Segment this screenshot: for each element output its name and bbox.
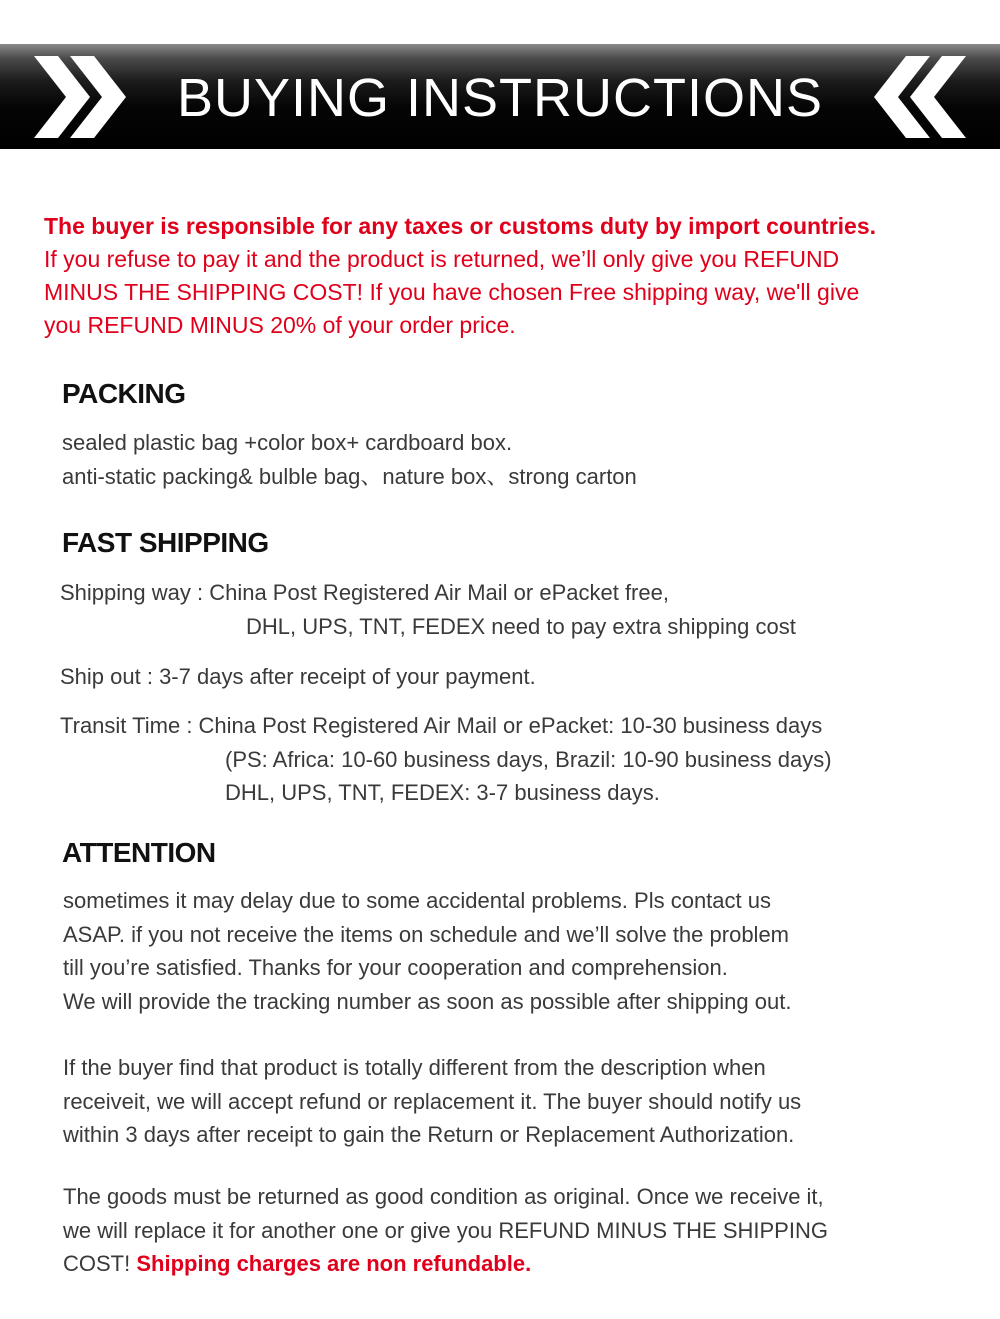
transit-line: DHL, UPS, TNT, FEDEX: 3-7 business days.: [225, 780, 660, 805]
shipping-heading: FAST SHIPPING: [62, 527, 269, 558]
page-title: BUYING INSTRUCTIONS: [176, 68, 824, 128]
tax-notice-line: you REFUND MINUS 20% of your order price.: [44, 312, 516, 338]
non-refundable-warning: Shipping charges are non refundable.: [136, 1251, 532, 1276]
packing-text: [62, 426, 962, 493]
shipping-way-line: Shipping way : China Post Registered Air Mail or ePacket free,: [60, 580, 669, 605]
ship-out-text: [60, 660, 960, 694]
shipping-way-line: DHL, UPS, TNT, FEDEX need to pay extra shipping cost: [246, 613, 796, 639]
attention-line: sometimes it may delay due to some accidental problems. Pls contact us: [63, 888, 771, 913]
attention-line: If the buyer find that product is totally different from the description when: [63, 1055, 766, 1080]
transit-time-text: [60, 709, 960, 810]
shipping-way-text: [60, 576, 960, 643]
tax-notice-headline: The buyer is responsible for any taxes or customs duty by import countries.: [44, 213, 877, 239]
ship-out-line: Ship out : 3-7 days after receipt of your payment.: [60, 664, 536, 689]
packing-line: anti-static packing& bulble bag、nature box、strong carton: [62, 463, 637, 489]
attention-paragraph-1: [63, 884, 963, 1018]
transit-line: Transit Time : China Post Registered Air Mail or ePacket: 10-30 business days: [60, 713, 823, 738]
attention-heading: ATTENTION: [62, 837, 216, 868]
tax-notice-line: If you refuse to pay it and the product is returned, we’ll only give you REFUND: [44, 246, 840, 272]
double-chevron-left-icon: [872, 54, 968, 140]
attention-paragraph-2: [63, 1051, 963, 1152]
transit-line: (PS: Africa: 10-60 business days, Brazil: 10-90 business days): [225, 746, 832, 772]
attention-line: within 3 days after receipt to gain the Return or Replacement Authorization.: [63, 1122, 795, 1147]
attention-line: The goods must be returned as good condition as original. Once we receive it,: [63, 1184, 824, 1209]
attention-line: ASAP. if you not receive the items on schedule and we’ll solve the problem: [63, 921, 789, 947]
attention-line: receiveit, we will accept refund or replacement it. The buyer should notify us: [63, 1088, 802, 1114]
attention-line: we will replace it for another one or give you REFUND MINUS THE SHIPPING: [63, 1217, 828, 1243]
attention-cost-text: COST!: [63, 1251, 131, 1276]
tax-notice-line: MINUS THE SHIPPING COST! If you have chosen Free shipping way, we'll give: [44, 279, 860, 305]
header-banner: [0, 44, 1000, 149]
tax-notice: [44, 210, 964, 342]
attention-line: We will provide the tracking number as soon as possible after shipping out.: [63, 988, 792, 1014]
attention-line: till you’re satisfied. Thanks for your cooperation and comprehension.: [63, 955, 728, 980]
attention-paragraph-3: [63, 1180, 963, 1281]
packing-heading: PACKING: [62, 378, 186, 409]
packing-line: sealed plastic bag +color box+ cardboard box.: [62, 430, 513, 455]
attention-line-last: [63, 1247, 963, 1281]
